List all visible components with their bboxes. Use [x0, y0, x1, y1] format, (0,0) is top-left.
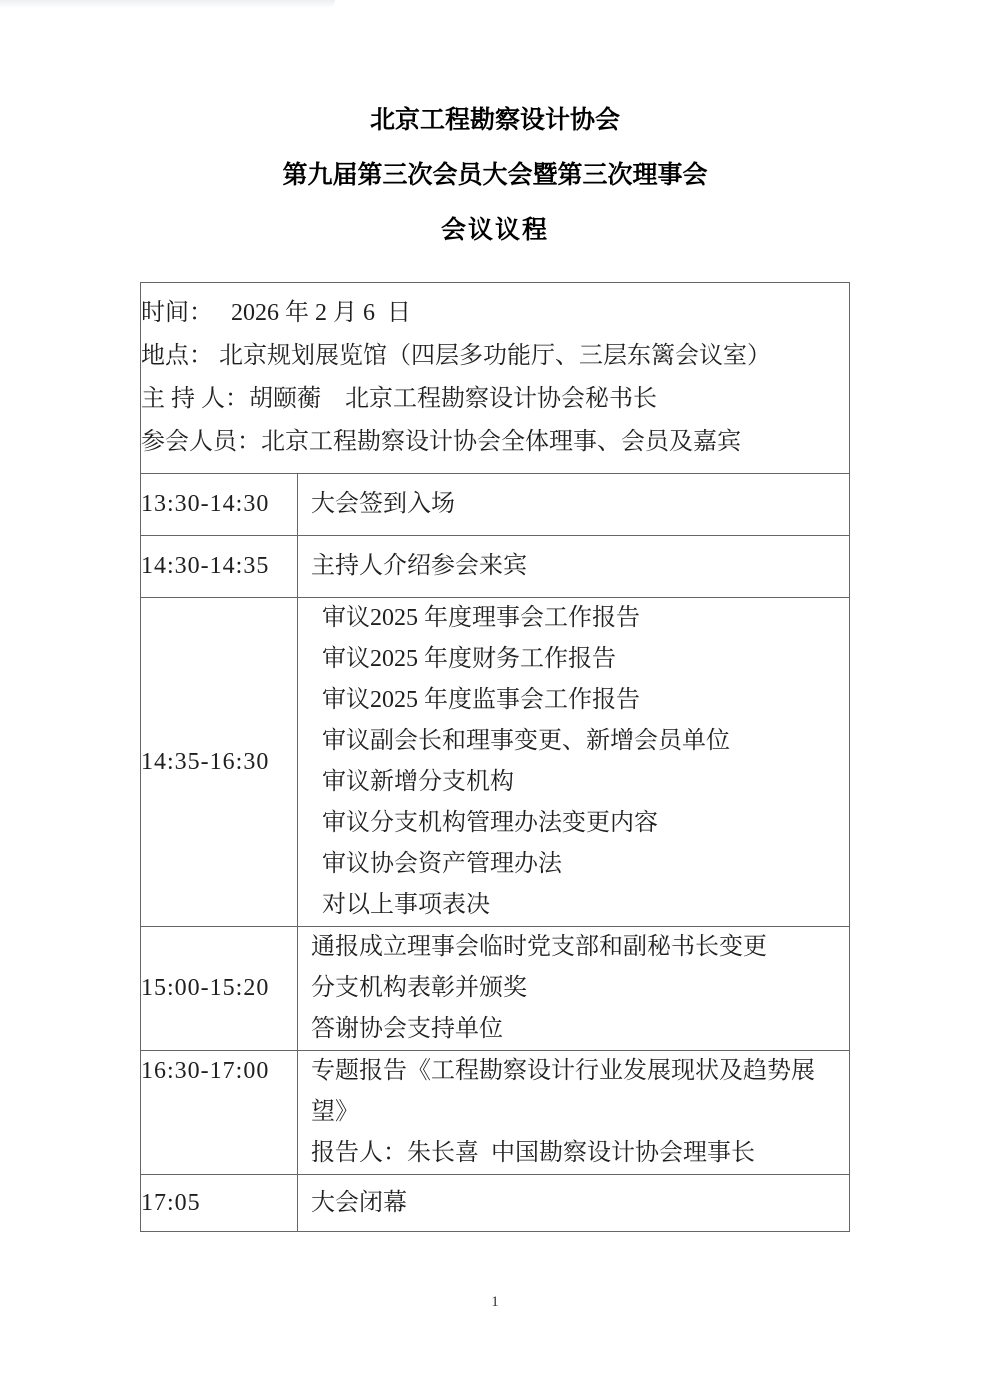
agenda-item: 专题报告《工程勘察设计行业发展现状及趋势展望》 [311, 1058, 815, 1125]
doc-title: 北京工程勘察设计协会 [369, 107, 620, 134]
agenda-item: 大会签到入场 [311, 491, 455, 517]
agenda-row [141, 536, 850, 598]
agenda-item: 审议协会资产管理办法 [322, 851, 562, 877]
agenda-item: 审议2025 年度理事会工作报告 [322, 605, 640, 631]
agenda-item: 审议副会长和理事变更、新增会员单位 [322, 728, 730, 754]
agenda-activity-cell [298, 474, 850, 536]
page-number: 1 [491, 1294, 499, 1310]
agenda-row [141, 927, 850, 1051]
agenda-item: 答谢协会支持单位 [311, 1016, 503, 1042]
meeting-participants-line: 参会人员：北京工程勘察设计协会全体理事、会员及嘉宾 [141, 429, 741, 455]
meeting-info-row [141, 283, 850, 474]
agenda-time: 16:30-17:00 [141, 1051, 298, 1175]
agenda-row [141, 474, 850, 536]
agenda-activity-cell [298, 1051, 850, 1175]
agenda-item: 大会闭幕 [311, 1189, 407, 1216]
doc-subtitle: 第九届第三次会员大会暨第三次理事会 [282, 162, 708, 189]
agenda-row [141, 1051, 850, 1175]
meeting-location-line: 地点： 北京规划展览馆（四层多功能厅、三层东篱会议室） [141, 343, 771, 369]
agenda-item: 审议分支机构管理办法变更内容 [322, 810, 658, 836]
agenda-time: 14:35-16:30 [141, 598, 298, 927]
agenda-time: 14:30-14:35 [141, 536, 298, 598]
agenda-time: 17:05 [141, 1175, 298, 1232]
agenda-row [141, 598, 850, 927]
agenda-time: 13:30-14:30 [141, 474, 298, 536]
agenda-item: 审议新增分支机构 [322, 769, 514, 795]
agenda-activity-cell [298, 1175, 850, 1232]
scan-artifact [0, 0, 335, 8]
agenda-item: 分支机构表彰并颁奖 [311, 975, 527, 1001]
meeting-time-line: 时间： 2026 年 2 月 6 日 [141, 300, 411, 326]
agenda-item: 审议2025 年度财务工作报告 [322, 646, 616, 672]
agenda-table [140, 282, 850, 1232]
agenda-activity-cell [298, 927, 850, 1051]
agenda-item: 审议2025 年度监事会工作报告 [322, 687, 640, 713]
meeting-host-line: 主 持 人：胡颐蘅 北京工程勘察设计协会秘书长 [141, 386, 657, 412]
agenda-item: 对以上事项表决 [322, 892, 490, 918]
doc-section-title: 会议议程 [440, 217, 549, 244]
meeting-info-cell [141, 283, 850, 474]
agenda-activity-cell [298, 536, 850, 598]
agenda-item: 报告人：朱长喜 中国勘察设计协会理事长 [311, 1140, 755, 1166]
agenda-item: 主持人介绍参会来宾 [311, 553, 527, 579]
agenda-row [141, 1175, 850, 1232]
agenda-time: 15:00-15:20 [141, 927, 298, 1051]
agenda-activity-cell [298, 598, 850, 927]
agenda-item: 通报成立理事会临时党支部和副秘书长变更 [311, 934, 767, 960]
